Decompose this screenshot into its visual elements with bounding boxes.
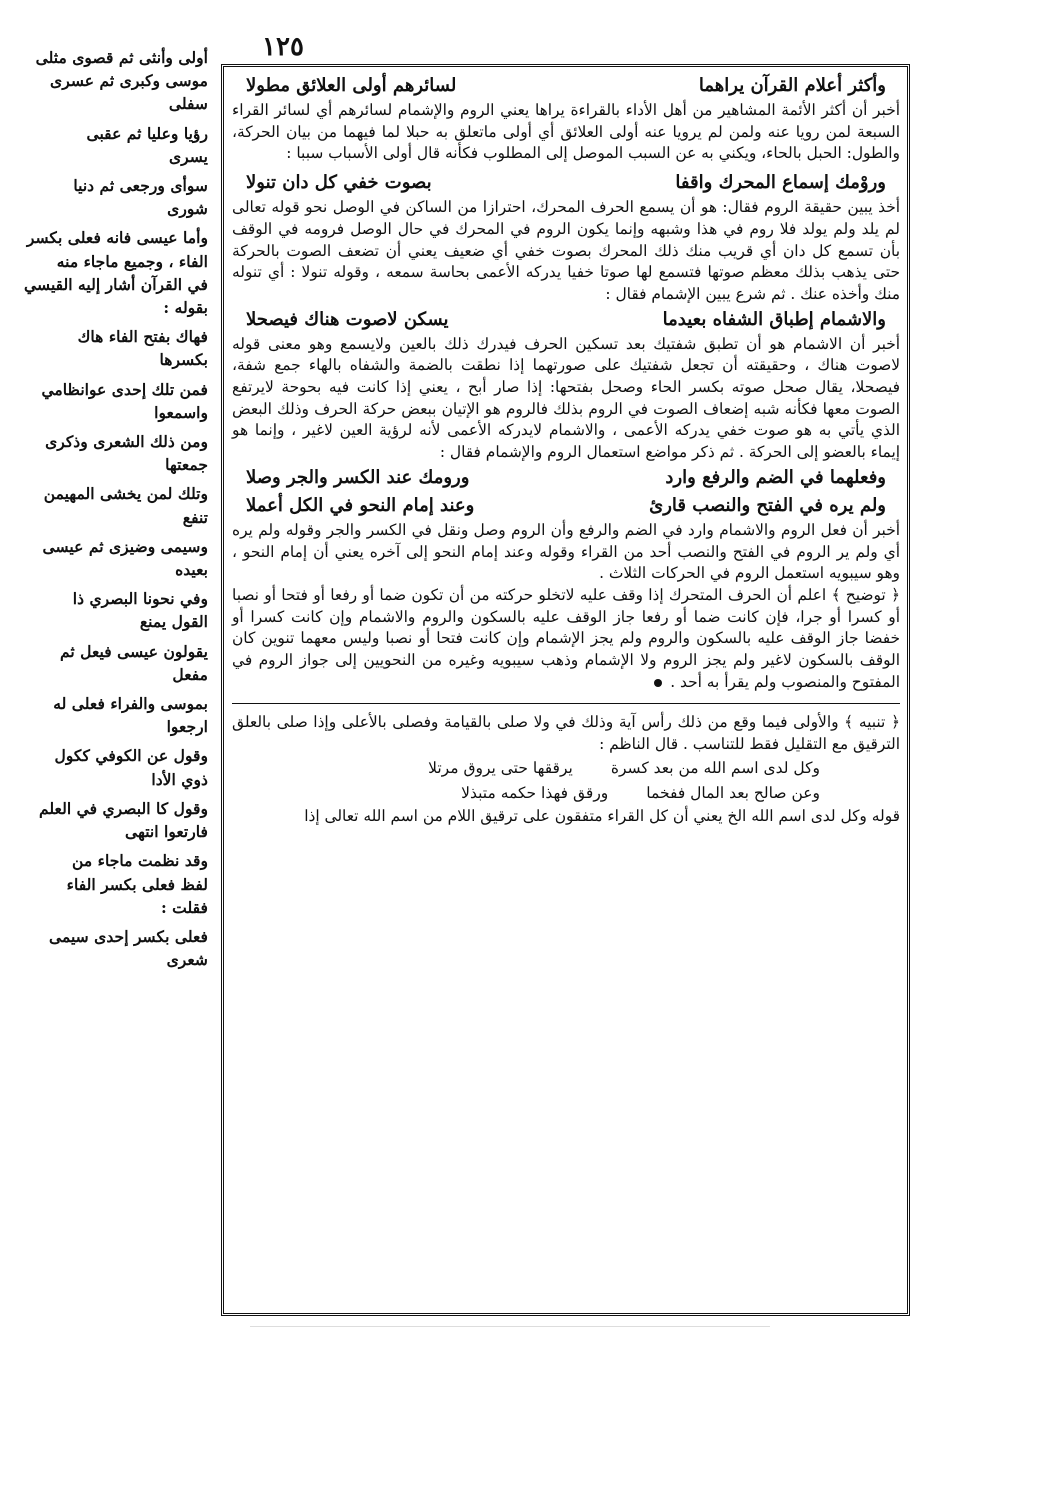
margin-line: ذوي الأدا — [151, 769, 208, 789]
poem-line-2-part-1: وعن صالح بعد المال ففخما — [646, 783, 820, 802]
poem-line-2-part-2: ورقق فهذا حكمه متبذلا — [461, 783, 609, 802]
poem-line-1-part-2: يرققها حتى يروق مرتلا — [428, 758, 573, 777]
margin-line: وفي نحونا البصري ذا — [72, 589, 208, 609]
verse-1 — [232, 72, 900, 100]
clarification-paragraph — [232, 585, 900, 694]
margin-line: وتلك لمن يخشى المهيمن — [43, 484, 208, 504]
bottom-faint-rule — [250, 1326, 770, 1327]
margin-line: الفاء ، وجميع ماجاء منه — [56, 251, 208, 271]
verse-4a — [232, 464, 900, 492]
verse-4a-hemistich-2: ورومك عند الكسر والجر وصلا — [246, 466, 470, 488]
verse-4a-hemistich-1: وفعلهما في الضم والرفع وارد — [665, 466, 886, 488]
margin-line: فارتعوا انتهى — [125, 822, 208, 842]
section-divider — [232, 703, 900, 704]
margin-line: في القرآن أشار إليه القيسي — [24, 274, 208, 294]
margin-line: بعيده — [175, 560, 208, 580]
commentary-paragraph-3: أخبر أن الاشمام هو أن تطبق شفتيك بعد تسكين الحرف فيدرك ذلك بالعين ولايسمع وهو معنى قوله لاصوت هناك ، وحقيقته أن تجعل شفتيك على صورتهما إذا نطقت بالضمة والشفاه بالهاء جمع شفة، فيصحلا، يقال صحل صوته بكسر الحاء وصحل بفتحها: إذا صار أبح ، يعني إذا كانت فيه بحوحة لايرتفع الصوت معها فكأنه شبه إضعاف الصوت في الروم بذلك فالروم هو الإتيان ببعض حركة الحرف وذلك البعض الذي يأتي به هو صوت خفي يدركه الأعمى ، والاشمام لايدركه الأعمى لأنه لرؤية العين لاغير ، وإنما هو إيماء بالعضو إلى الحركة . ثم ذكر مواضع استعمال الروم والإشمام فقال : — [232, 334, 900, 462]
margin-line: وقول كا البصري في العلم — [39, 798, 208, 818]
margin-line: جمعتها — [165, 455, 208, 475]
margin-line: فمن تلك إحدى عوانظامي — [41, 379, 208, 399]
commentary-paragraph-4: أخبر أن فعل الروم والاشمام وارد في الضم والرفع وأن الروم وصل ونقل في الكسر والجر وقوله ولم يره أي ولم ير الروم في الفتح والنصب أحد من القراء وقوله وعند إمام النحو إلى آخره يعني أن إمام النحو ، وهو سيبويه استعمل الروم في الحركات الثلاث . — [232, 520, 900, 583]
margin-line: بكسرها — [159, 350, 208, 370]
margin-line: وسيمى وضيزى ثم عيسى — [42, 536, 208, 556]
margin-line: مفعل — [172, 664, 208, 684]
margin-line: ارجعوا — [166, 717, 208, 737]
margin-line: شعرى — [166, 950, 208, 970]
margin-line: وقد نظمت ماجاء من — [72, 851, 208, 871]
verse-4b-hemistich-2: وعند إمام النحو في الكل أعملا — [246, 494, 475, 516]
poem-line-1 — [232, 756, 900, 781]
margin-line: سفلى — [168, 94, 208, 114]
verse-1-hemistich-2: لسائرهم أولى العلائق مطولا — [246, 75, 457, 96]
margin-line: يسرى — [168, 146, 208, 166]
verse-2 — [232, 169, 900, 197]
margin-line: موسى وكبرى ثم عسرى — [50, 71, 208, 91]
margin-line: فعلى بكسر إحدى سيمى — [48, 926, 208, 946]
verse-3-hemistich-1: والاشمام إطباق الشفاه بعيدما — [662, 308, 886, 330]
poem-line-2 — [232, 781, 900, 806]
margin-notes-column — [8, 46, 208, 971]
margin-line: لفظ فعلى بكسر الفاء — [66, 874, 208, 894]
main-commentary-column — [232, 72, 900, 828]
end-dot-icon — [654, 679, 662, 687]
final-paragraph: قوله وكل لدى اسم الله الخ يعني أن كل القراء متفقون على ترقيق اللام من اسم الله تعالى إذا — [304, 806, 900, 825]
margin-line: وأما عيسى فانه فعلى بكسر — [26, 228, 208, 248]
verse-4b-hemistich-1: ولم يره في الفتح والنصب قارئ — [649, 494, 886, 516]
margin-line: رؤيا وعليا ثم عقبى — [86, 123, 208, 143]
margin-line: فقلت : — [160, 897, 208, 917]
verse-2-hemistich-1: وروْمك إسماع المحرك واقفا — [675, 172, 886, 194]
note-paragraph: ﴿ تنبيه ﴾ والأولى فيما وقع من ذلك رأس آية وذلك في ولا صلى بالقيامة وفصلى بالأعلى وإذا صلى بالعلق الترقيق مع التقليل فقط للتناسب . قال الناظم : — [232, 713, 900, 754]
margin-line: وقول عن الكوفي ككول — [54, 746, 208, 766]
margin-line: بموسى والفراء فعلى له — [53, 694, 208, 714]
commentary-paragraph-1: أخبر أن أكثر الأئمة المشاهير من أهل الأداء بالقراءة يراها يعني الروم والإشمام لسائرهم أي لسائر القراء السبعة لمن رويا عنه ولمن لم يرويا عنه أولى العلائق أي أولى ماتعلق به حبلا لما فيهما من بيان الحركة، والطول: الحبل بالحاء، ويكني به عن السبب الموصل إلى المطلوب فكأنه قال أولى الأسباب سببا : — [232, 101, 900, 163]
margin-line: أولى وأنثى ثم قصوى مثلى — [35, 48, 208, 67]
verse-1-hemistich-1: وأكثر أعلام القرآن يراهما — [698, 75, 886, 96]
margin-line: يقولون عيسى فيعل ثم — [60, 641, 208, 661]
margin-line: بقوله : — [163, 298, 208, 318]
margin-line: ومن ذلك الشعرى وذكرى — [45, 432, 208, 452]
margin-line: واسمعوا — [154, 402, 208, 422]
margin-line: القول يمنع — [139, 612, 208, 632]
margin-line: سوأى ورجعى ثم دنيا — [73, 176, 208, 196]
page-number: ١٢٥ — [262, 32, 304, 62]
margin-line: تنفع — [182, 507, 208, 527]
clarification-text: ﴿ توضيح ﴾ اعلم أن الحرف المتحرك إذا وقف عليه لاتخلو حركته من أن تكون ضما أو رفعا أو فتحا أو نصبا أو كسرا أو جرا، فإن كانت ضما أو رفعا جاز الوقف عليه بالسكون والروم والاشمام وإن كانت كسرا أو خفضا جاز الوقف عليه بالسكون والروم ولم يجز الإشمام وإن كانت فتحا أو نصبا وليس معهما تنوين كان الوقف بالسكون لاغير ولم يجز الروم ولا الإشمام وذهب سيبويه وغيره من النحويين إلى جواز الروم في المفتوح والمنصوب ولم يقرأ به أحد . — [232, 585, 900, 691]
poem-line-1-part-1: وكل لدى اسم الله من بعد كسرة — [610, 758, 820, 777]
verse-2-hemistich-2: بصوت خفي كل دان تنولا — [246, 172, 432, 194]
commentary-paragraph-2: أخذ يبين حقيقة الروم فقال: هو أن يسمع الحرف المحرك، احترازا من الساكن في الوصل نحو قوله تعالى لم يلد ولم يولد فلا روم في هذا وشبهه وإنما يكون الروم في المحرك في حال الوصل فرومه في الوقف بأن تسمع كل دان أي قريب منك ذلك المحرك بصوت خفي أي ضعيف يعني أن تضعف الصوت بالحركة حتى يذهب بذلك معظم صوتها فتسمع لها صوتا خفيا يدركه الأعمى بحاسة سمعه ، وقوله تنولا : أي تنوله منك وأخذه عنك . ثم شرع يبين الإشمام فقال : — [232, 198, 900, 303]
margin-line: شورى — [167, 199, 208, 219]
verse-3 — [232, 306, 900, 334]
margin-line: فهاك بفتح الفاء هاك — [77, 327, 208, 347]
verse-3-hemistich-2: يسكن لاصوت هناك فيصحلا — [246, 308, 449, 330]
verse-4b — [232, 492, 900, 520]
